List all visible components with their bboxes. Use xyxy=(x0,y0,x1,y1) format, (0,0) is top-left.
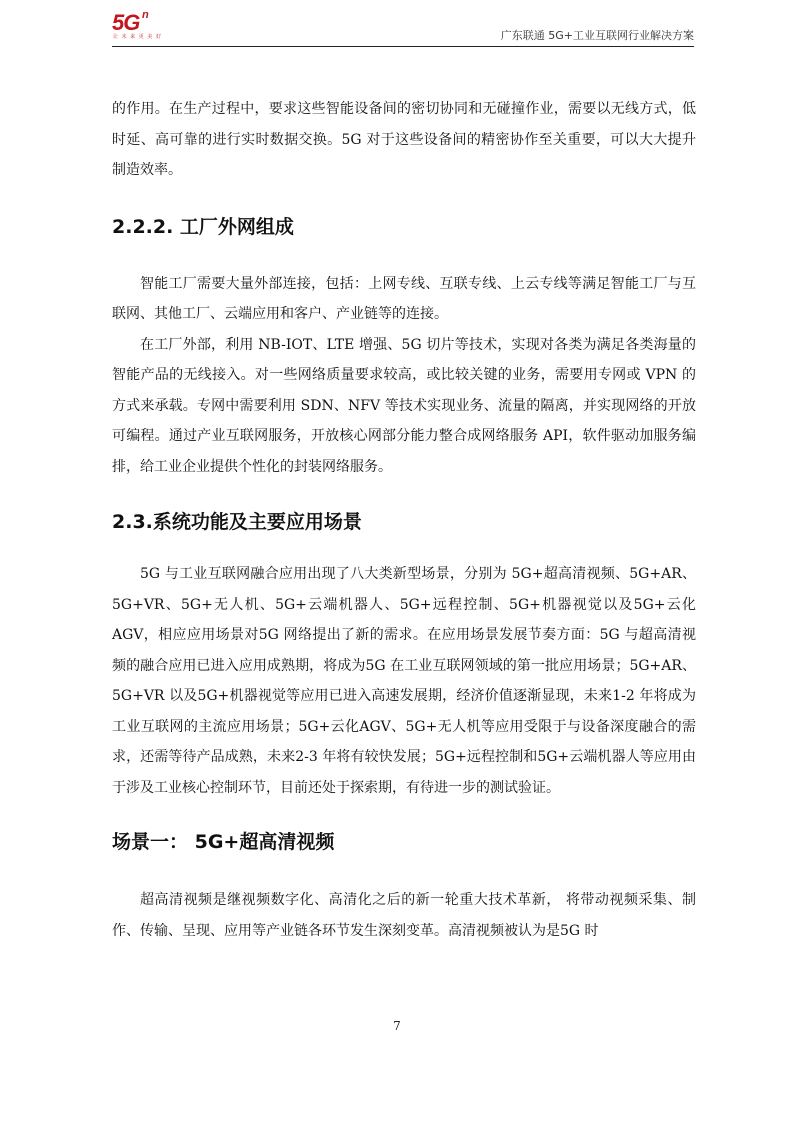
heading-scene-1: 场景一： 5G+超高清视频 xyxy=(112,831,335,853)
paragraph-application-scenarios: 5G 与工业互联网融合应用出现了八大类新型场景，分别为 5G+超高清视频、5G+AR、5G+VR、5G+无人机、5G+云端机器人、5G+远程控制、5G+机器视觉以及5G+云化AGV，相应应用场景对5G 网络提出了新的需求。在应用场景发展节奏方面：5G 与超高清视频的融合应用已进入应用成熟期，将成为5G 在工业互联网领域的第一批应用场景；5G+AR、5G+VR 以及5G+机器视觉等应用已进入高速发展期，经济价值逐渐显现，未来1-2 年将成为工业互联网的主流应用场景；5G+云化AGV、5G+无人机等应用受限于与设备深度融合的需求，还需等待产品成熟，未来2-3 年将有较快发展；5G+远程控制和5G+云端机器人等应用由于涉及工业核心控制环节，目前还处于探索期，有待进一步的测试验证。 xyxy=(112,566,696,796)
page-header xyxy=(112,10,694,47)
paragraph-external-connections: 智能工厂需要大量外部连接，包括：上网专线、互联专线、上云专线等满足智能工厂与互联网、其他工厂、云端应用和客户、产业链等的连接。 xyxy=(112,275,696,322)
unicom-5g-logo xyxy=(112,9,182,44)
logo-superscript: n xyxy=(142,9,149,21)
page-number: 7 xyxy=(393,1019,401,1033)
paragraph-uhd-video: 超高清视频是继视频数字化、高清化之后的新一轮重大技术革新， 将带动视频采集、制作、传输、呈现、应用等产业链各环节发生深刻变革。高清视频被认为是5G 时 xyxy=(112,892,696,939)
header-title: 广东联通 5G+工业互联网行业解决方案 xyxy=(500,29,694,42)
heading-2-2-2: 2.2.2. 工厂外网组成 xyxy=(112,215,294,238)
document-body xyxy=(112,94,696,946)
paragraph-factory-exterior: 在工厂外部，利用 NB-IOT、LTE 增强、5G 切片等技术，实现对各类为满足各类海量的智能产品的无线接入。对一些网络质量要求较高，或比较关键的业务，需要用专网或 VPN 的方式来承载。专网中需要利用 SDN、NFV 等技术实现业务、流量的隔离，并实现网络的开放可编程。通过产业互联网服务，开放核心网部分能力整合成网络服务 API，软件驱动加服务编排，给工业企业提供个性化的封装网络服务。 xyxy=(112,336,696,475)
heading-2-3: 2.3.系统功能及主要应用场景 xyxy=(112,511,362,533)
logo-slogan: 让 未 来 更 美 好 xyxy=(113,34,162,40)
logo-text: 5G xyxy=(112,10,140,35)
paragraph-continued: 的作用。在生产过程中，要求这些智能设备间的密切协同和无碰撞作业，需要以无线方式，低时延、高可靠的进行实时数据交换。5G 对于这些设备间的精密协作至关重要，可以大大提升制造效率。 xyxy=(112,101,696,178)
